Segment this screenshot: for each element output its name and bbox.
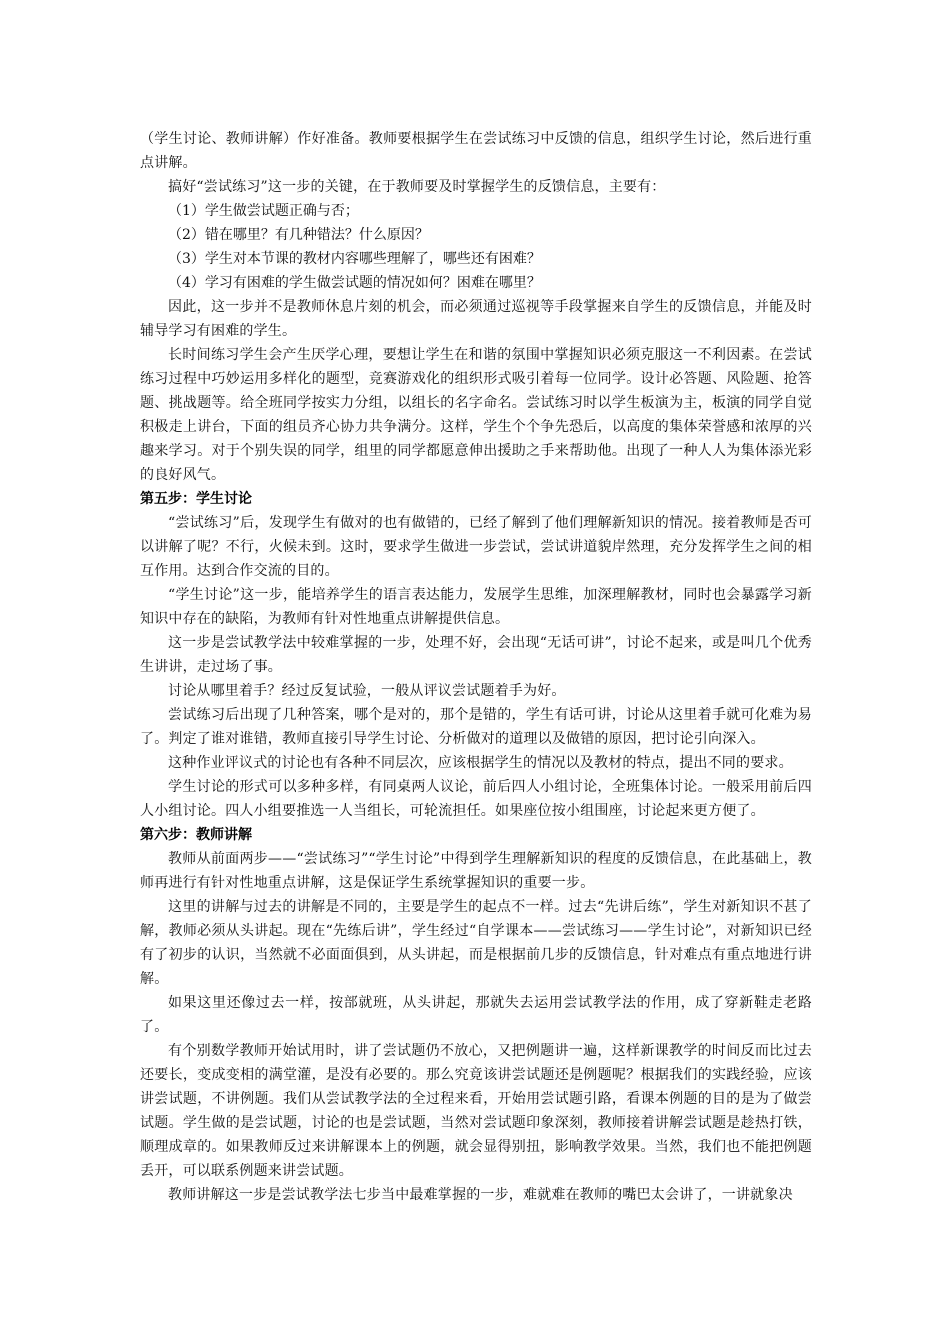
list-item: （4）学习有困难的学生做尝试题的情况如何？困难在哪里？ bbox=[168, 275, 541, 291]
paragraph: 讨论从哪里着手？经过反复试验，一般从评议尝试题着手为好。 bbox=[168, 683, 566, 699]
paragraph: 教师讲解这一步是尝试教学法七步当中最难掌握的一步，难就难在教师的嘴巴太会讲了，一讲就象决 bbox=[168, 1187, 793, 1203]
paragraph: 学生讨论的形式可以多种多样，有同桌两人议论，前后四人小组讨论，全班集体讨论。一般采用前后四人小组讨论。四人小组要推选一人当组长，可轮流担任。如果座位按小组围座，讨论起来更方便了。 bbox=[140, 779, 812, 819]
document-page bbox=[140, 127, 812, 1207]
paragraph: （学生讨论、教师讲解）作好准备。教师要根据学生在尝试练习中反馈的信息，组织学生讨论，然后进行重点讲解。 bbox=[140, 131, 812, 171]
paragraph: 这一步是尝试教学法中较难掌握的一步，处理不好，会出现“无话可讲”，讨论不起来，或是叫几个优秀生讲讲，走过场了事。 bbox=[140, 635, 812, 675]
paragraph: 因此，这一步并不是教师休息片刻的机会，而必须通过巡视等手段掌握来自学生的反馈信息，并能及时辅导学习有困难的学生。 bbox=[140, 299, 812, 339]
list-item: （2）错在哪里？有几种错法？什么原因？ bbox=[168, 227, 429, 243]
paragraph: 这种作业评议式的讨论也有各种不同层次，应该根据学生的情况以及教材的特点，提出不同的要求。 bbox=[168, 755, 793, 771]
paragraph: “学生讨论”这一步，能培养学生的语言表达能力，发展学生思维，加深理解教材，同时也会暴露学习新知识中存在的缺陷，为教师有针对性地重点讲解提供信息。 bbox=[140, 587, 812, 627]
paragraph: 搞好“尝试练习”这一步的关键，在于教师要及时掌握学生的反馈信息，主要有： bbox=[168, 179, 666, 195]
section-heading-step5: 第五步：学生讨论 bbox=[140, 491, 252, 507]
list-item: （3）学生对本节课的教材内容哪些理解了，哪些还有困难？ bbox=[168, 251, 541, 267]
list-item: （1）学生做尝试题正确与否； bbox=[168, 203, 359, 219]
paragraph: 有个别数学教师开始试用时，讲了尝试题仍不放心，又把例题讲一遍，这样新课教学的时间反而比过去还要长，变成变相的满堂灌，是没有必要的。那么究竟该讲尝试题还是例题呢？根据我们的实践经验，应该讲尝试题，不讲例题。我们从尝试教学法的全过程来看，开始用尝试题引路，看课本例题的目的是为了做尝试题。学生做的是尝试题，讨论的也是尝试题，当然对尝试题印象深刻，教师接着讲解尝试题是趁热打铁，顺理成章的。如果教师反过来讲解课本上的例题，就会显得别扭，影响教学效果。当然，我们也不能把例题丢开，可以联系例题来讲尝试题。 bbox=[140, 1043, 812, 1179]
paragraph: 如果这里还像过去一样，按部就班，从头讲起，那就失去运用尝试教学法的作用，成了穿新鞋走老路了。 bbox=[140, 995, 812, 1035]
paragraph: 这里的讲解与过去的讲解是不同的，主要是学生的起点不一样。过去“先讲后练”，学生对新知识不甚了解，教师必须从头讲起。现在“先练后讲”，学生经过“自学课本——尝试练习——学生讨论”，对新知识已经有了初步的认识，当然就不必面面俱到，从头讲起，而是根据前几步的反馈信息，针对难点有重点地进行讲解。 bbox=[140, 899, 812, 987]
paragraph: 教师从前面两步——“尝试练习”“学生讨论”中得到学生理解新知识的程度的反馈信息，在此基础上，教师再进行有针对性地重点讲解，这是保证学生系统掌握知识的重要一步。 bbox=[140, 851, 812, 891]
paragraph: 尝试练习后出现了几种答案，哪个是对的，那个是错的，学生有话可讲，讨论从这里着手就可化难为易了。判定了谁对谁错，教师直接引导学生讨论、分析做对的道理以及做错的原因，把讨论引向深入。 bbox=[140, 707, 812, 747]
paragraph: “尝试练习”后，发现学生有做对的也有做错的，已经了解到了他们理解新知识的情况。接着教师是否可以讲解了呢？不行，火候未到。这时，要求学生做进一步尝试，尝试讲道貌岸然理，充分发挥学生之间的相互作用。达到合作交流的目的。 bbox=[140, 515, 812, 579]
section-heading-step6: 第六步：教师讲解 bbox=[140, 827, 252, 843]
paragraph: 长时间练习学生会产生厌学心理，要想让学生在和谐的氛围中掌握知识必须克服这一不利因素。在尝试练习过程中巧妙运用多样化的题型，竞赛游戏化的组织形式吸引着每一位同学。设计必答题、风险题、抢答题、挑战题等。给全班同学按实力分组，以组长的名字命名。尝试练习时以学生板演为主，板演的同学自觉积极走上讲台，下面的组员齐心协力共争满分。这样，学生个个争先恐后，以高度的集体荣誉感和浓厚的兴趣来学习。对于个别失误的同学，组里的同学都愿意伸出援助之手来帮助他。出现了一种人人为集体添光彩的良好风气。 bbox=[140, 347, 812, 483]
feedback-list bbox=[140, 199, 812, 295]
